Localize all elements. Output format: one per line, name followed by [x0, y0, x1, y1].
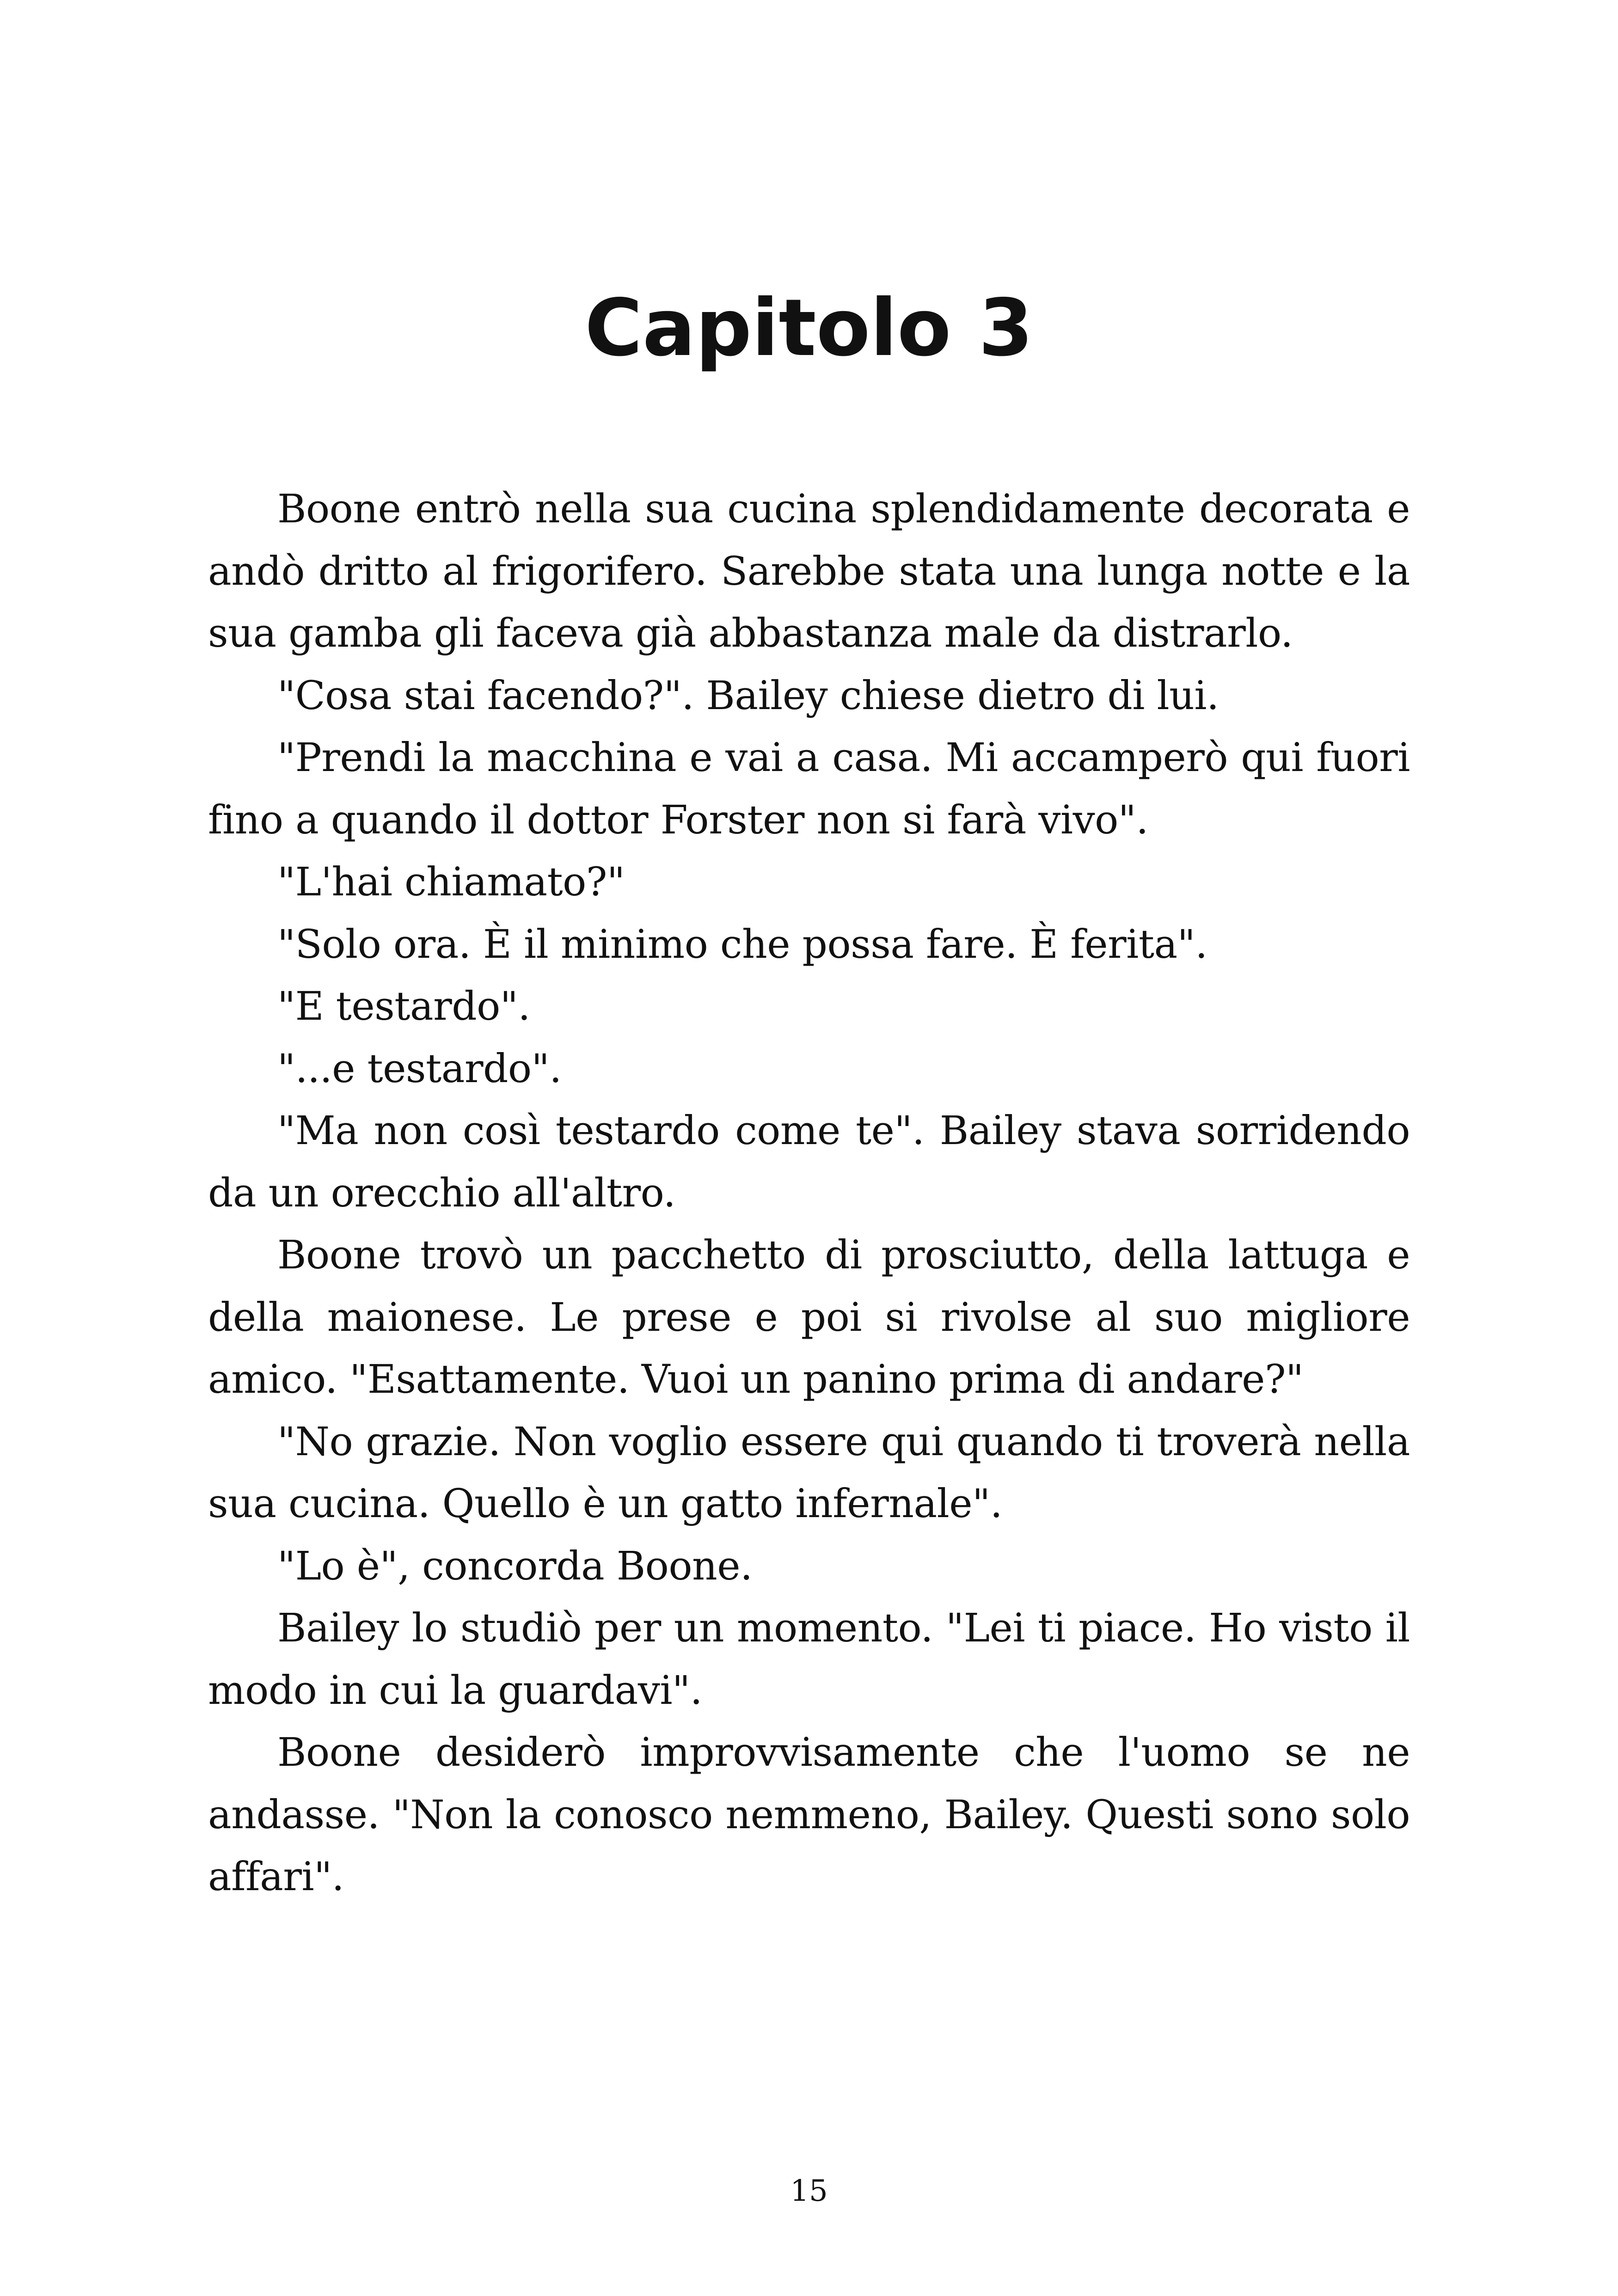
paragraph: "No grazie. Non voglio essere qui quando ti troverà nella sua cucina. Quello è un gatto infernale". [208, 1419, 1410, 1527]
paragraph: "E testardo". [277, 984, 530, 1029]
paragraph: "Prendi la macchina e vai a casa. Mi accamperò qui fuori fino a quando il dottor Forster non si farà vivo". [208, 735, 1410, 843]
paragraph: "...e testardo". [277, 1046, 562, 1092]
paragraph: "Lo è", concorda Boone. [277, 1543, 753, 1589]
paragraph: "Cosa stai facendo?". Bailey chiese dietro di lui. [277, 673, 1219, 719]
paragraph: Boone trovò un pacchetto di prosciutto, della lattuga e della maionese. Le prese e poi si rivolse al suo migliore amico. "Esattamente. Vuoi un panino prima di andare?" [208, 1232, 1410, 1402]
paragraph: "L'hai chiamato?" [277, 859, 625, 905]
paragraph: Bailey lo studiò per un momento. "Lei ti piace. Ho visto il modo in cui la guardavi". [208, 1605, 1410, 1714]
paragraph: Boone entrò nella sua cucina splendidamente decorata e andò dritto al frigorifero. Sarebbe stata una lunga notte e la sua gamba gli faceva già abbastanza male da distrarlo. [208, 486, 1410, 656]
paragraph: "Solo ora. È il minimo che possa fare. È ferita". [277, 921, 1207, 967]
chapter-title: Capitolo 3 [584, 282, 1034, 374]
paragraph: Boone desiderò improvvisamente che l'uomo se ne andasse. "Non la conosco nemmeno, Bailey. Questi sono solo affari". [208, 1730, 1410, 1900]
chapter-body [208, 478, 1410, 1909]
page-number: 15 [790, 2174, 828, 2208]
paragraph: "Ma non così testardo come te". Bailey stava sorridendo da un orecchio all'altro. [208, 1108, 1410, 1216]
